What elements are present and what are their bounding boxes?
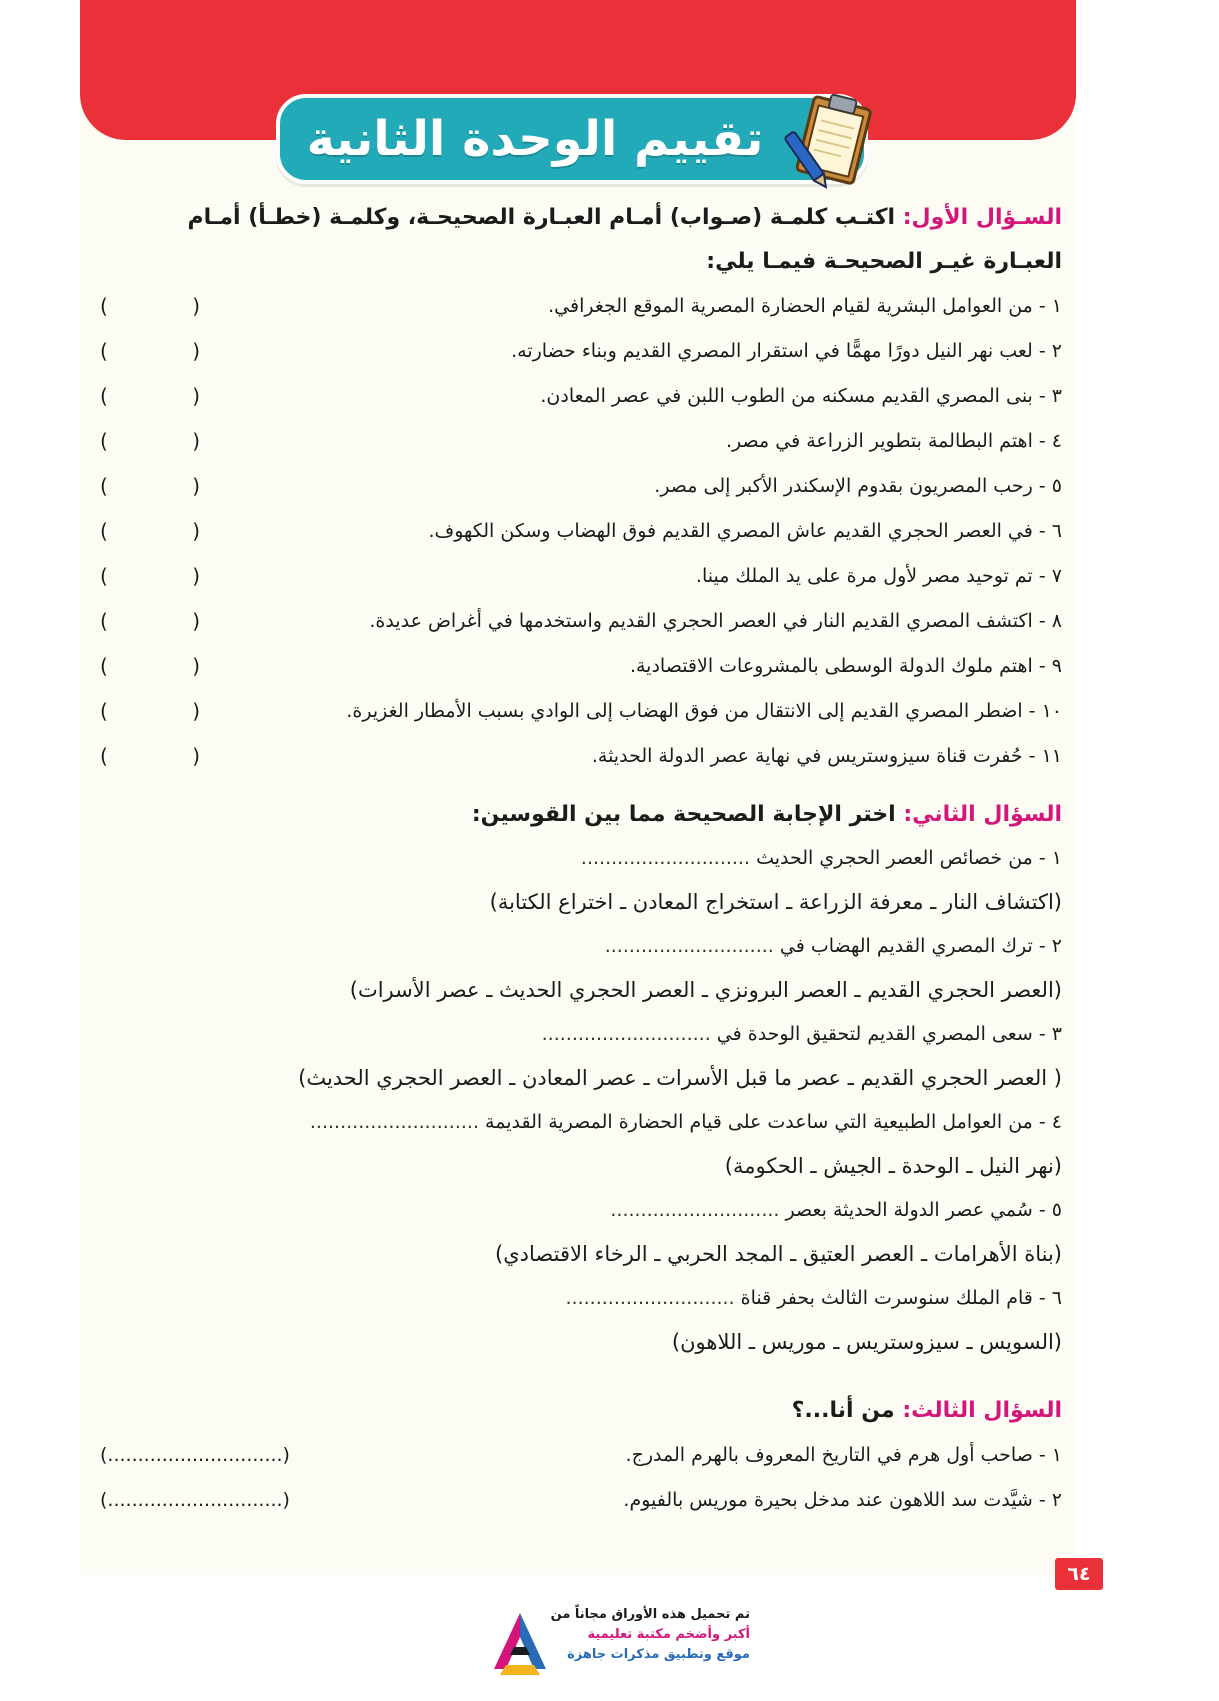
publisher-logo-icon [490, 1609, 550, 1679]
question-one-label: السـؤال الأول: [902, 205, 1062, 230]
answer-box-close: ) [100, 609, 108, 633]
mc-question-text: ٢ - ترك المصري القديم الهضاب في [779, 935, 1062, 957]
answer-box-close: ) [100, 474, 108, 498]
answer-box-open: ( [192, 654, 200, 678]
question-three-items [100, 1433, 1062, 1523]
answer-box[interactable] [100, 689, 200, 734]
mc-question [100, 1189, 1062, 1232]
mc-options: (العصر الحجري القديم ـ العصر البرونزي ـ العصر الحجري الحديث ـ عصر الأسرات) [349, 978, 1062, 1002]
mc-question [100, 925, 1062, 968]
question-two-instruction: اختر الإجابة الصحيحة مما بين القوسين: [471, 802, 896, 827]
who-am-i-row [100, 1478, 1062, 1523]
answer-box-close: ) [100, 744, 108, 768]
mc-options: ( العصر الحجري القديم ـ عصر ما قبل الأسرات ـ عصر المعادن ـ العصر الحجري الحديث) [298, 1066, 1062, 1090]
statement-text: ٦ - في العصر الحجري القديم عاش المصري القديم فوق الهضاب وسكن الكهوف. [428, 520, 1062, 542]
mc-options: (بناة الأهرامات ـ العصر العتيق ـ المجد الحربي ـ الرخاء الاقتصادي) [495, 1242, 1062, 1266]
clipboard-pen-icon [778, 88, 888, 198]
mc-options: (السويس ـ سيزوستريس ـ موريس ـ اللاهون) [671, 1330, 1062, 1354]
statement-text: ٣ - بنى المصري القديم مسكنه من الطوب اللبن في عصر المعادن. [540, 385, 1062, 407]
statement-row [100, 284, 1062, 329]
answer-box-close: ) [100, 429, 108, 453]
answer-box[interactable] [100, 329, 200, 374]
mc-question-text: ٤ - من العوامل الطبيعية التي ساعدت على قيام الحضارة المصرية القديمة [485, 1111, 1062, 1133]
answer-box-close: ) [100, 519, 108, 543]
answer-box-open: ( [192, 294, 200, 318]
statement-text: ٧ - تم توحيد مصر لأول مرة على يد الملك مينا. [695, 565, 1062, 587]
statement-row [100, 419, 1062, 464]
statement-text: ٨ - اكتشف المصري القديم النار في العصر الحجري القديم واستخدمها في أغراض عديدة. [369, 610, 1062, 632]
promo-line-1: تم تحميل هذه الأوراق مجاناً من [550, 1607, 750, 1622]
statement-text: ٤ - اهتم البطالمة بتطوير الزراعة في مصر. [726, 430, 1062, 452]
answer-box-open: ( [192, 564, 200, 588]
worksheet-content [100, 196, 1062, 1523]
promo-line-3: موقع وتطبيق مذكرات جاهزة [567, 1647, 750, 1662]
answer-box-open: ( [192, 474, 200, 498]
mc-options: (نهر النيل ـ الوحدة ـ الجيش ـ الحكومة) [724, 1154, 1062, 1178]
statement-row [100, 464, 1062, 509]
mc-answer-blank[interactable]: ............................ [309, 1111, 479, 1133]
question-two-items [100, 837, 1062, 1365]
answer-box-open: ( [192, 339, 200, 363]
statement-row [100, 734, 1062, 779]
mc-answer-blank[interactable]: ............................ [610, 1199, 780, 1221]
promo-line-2: أكبر وأضخم مكتبة تعليمية [587, 1627, 750, 1642]
who-am-i-text: ٢ - شيَّدت سد اللاهون عند مدخل بحيرة موريس بالفيوم. [623, 1489, 1062, 1511]
mc-answer-blank[interactable]: ............................ [580, 847, 751, 869]
statement-row [100, 599, 1062, 644]
question-one-instruction-line1: اكتـب كلمـة (صـواب) أمـام العبـارة الصحيحـة، وكلمـة (خطـأ) أمـام [187, 205, 896, 230]
answer-box[interactable] [100, 644, 200, 689]
statement-text: ٢ - لعب نهر النيل دورًا مهمًّا في استقرار المصري القديم وبناء حضارته. [511, 340, 1062, 362]
statement-row [100, 374, 1062, 419]
answer-box-open: ( [192, 384, 200, 408]
question-two-heading [100, 793, 1062, 837]
mc-question [100, 1277, 1062, 1320]
mc-options: (اكتشاف النار ـ معرفة الزراعة ـ استخراج المعادن ـ اختراع الكتابة) [489, 890, 1062, 914]
answer-box[interactable] [100, 554, 200, 599]
question-two-label: السؤال الثاني: [903, 802, 1062, 827]
who-am-i-answer-blank[interactable]: (.............................) [100, 1444, 290, 1466]
answer-box[interactable] [100, 464, 200, 509]
who-am-i-row [100, 1433, 1062, 1478]
statement-text: ١٠ - اضطر المصري القديم إلى الانتقال من فوق الهضاب إلى الوادي بسبب الأمطار الغزيرة. [346, 700, 1062, 722]
answer-box-close: ) [100, 654, 108, 678]
mc-question [100, 1101, 1062, 1144]
page-title: تقييم الوحدة الثانية [306, 111, 764, 167]
statement-row [100, 689, 1062, 734]
answer-box[interactable] [100, 419, 200, 464]
mc-answer-blank[interactable]: ............................ [541, 1023, 711, 1045]
answer-box[interactable] [100, 734, 200, 779]
question-three-label: السؤال الثالث: [902, 1398, 1062, 1423]
promo-footer [490, 1605, 750, 1685]
who-am-i-text: ١ - صاحب أول هرم في التاريخ المعروف بالهرم المدرج. [625, 1444, 1062, 1466]
statement-text: ١ - من العوامل البشرية لقيام الحضارة المصرية الموقع الجغرافي. [548, 295, 1062, 317]
question-three-heading [100, 1389, 1062, 1433]
mc-question-text: ١ - من خصائص العصر الحجري الحديث [756, 847, 1062, 869]
answer-box-close: ) [100, 339, 108, 363]
mc-question [100, 1013, 1062, 1056]
mc-answer-blank[interactable]: ............................ [604, 935, 774, 957]
answer-box-close: ) [100, 384, 108, 408]
answer-box-open: ( [192, 429, 200, 453]
answer-box-close: ) [100, 564, 108, 588]
answer-box-open: ( [192, 699, 200, 723]
answer-box-open: ( [192, 519, 200, 543]
answer-box[interactable] [100, 599, 200, 644]
page-number: ٦٤ [1055, 1558, 1103, 1590]
answer-box-open: ( [192, 609, 200, 633]
statement-text: ١١ - حُفرت قناة سيزوستريس في نهاية عصر الدولة الحديثة. [591, 745, 1062, 767]
answer-box[interactable] [100, 284, 200, 329]
question-one-statements [100, 284, 1062, 779]
mc-question-text: ٦ - قام الملك سنوسرت الثالث بحفر قناة [740, 1287, 1062, 1309]
answer-box-close: ) [100, 294, 108, 318]
answer-box[interactable] [100, 509, 200, 554]
statement-row [100, 329, 1062, 374]
answer-box-close: ) [100, 699, 108, 723]
answer-box[interactable] [100, 374, 200, 419]
question-one-instruction-line2: العبـارة غيـر الصحيحـة فيمـا يلي: [706, 249, 1062, 274]
who-am-i-answer-blank[interactable]: (.............................) [100, 1489, 290, 1511]
statement-text: ٥ - رحب المصريون بقدوم الإسكندر الأكبر إلى مصر. [654, 475, 1062, 497]
question-three-instruction: من أنا...؟ [791, 1398, 895, 1423]
statement-text: ٩ - اهتم ملوك الدولة الوسطى بالمشروعات الاقتصادية. [629, 655, 1062, 677]
statement-row [100, 644, 1062, 689]
mc-answer-blank[interactable]: ............................ [565, 1287, 735, 1309]
mc-question-text: ٣ - سعى المصري القديم لتحقيق الوحدة في [716, 1023, 1062, 1045]
statement-row [100, 554, 1062, 599]
question-one-heading [100, 196, 1062, 240]
mc-question [100, 837, 1062, 880]
statement-row [100, 509, 1062, 554]
mc-question-text: ٥ - سُمي عصر الدولة الحديثة بعصر [785, 1199, 1062, 1221]
answer-box-open: ( [192, 744, 200, 768]
